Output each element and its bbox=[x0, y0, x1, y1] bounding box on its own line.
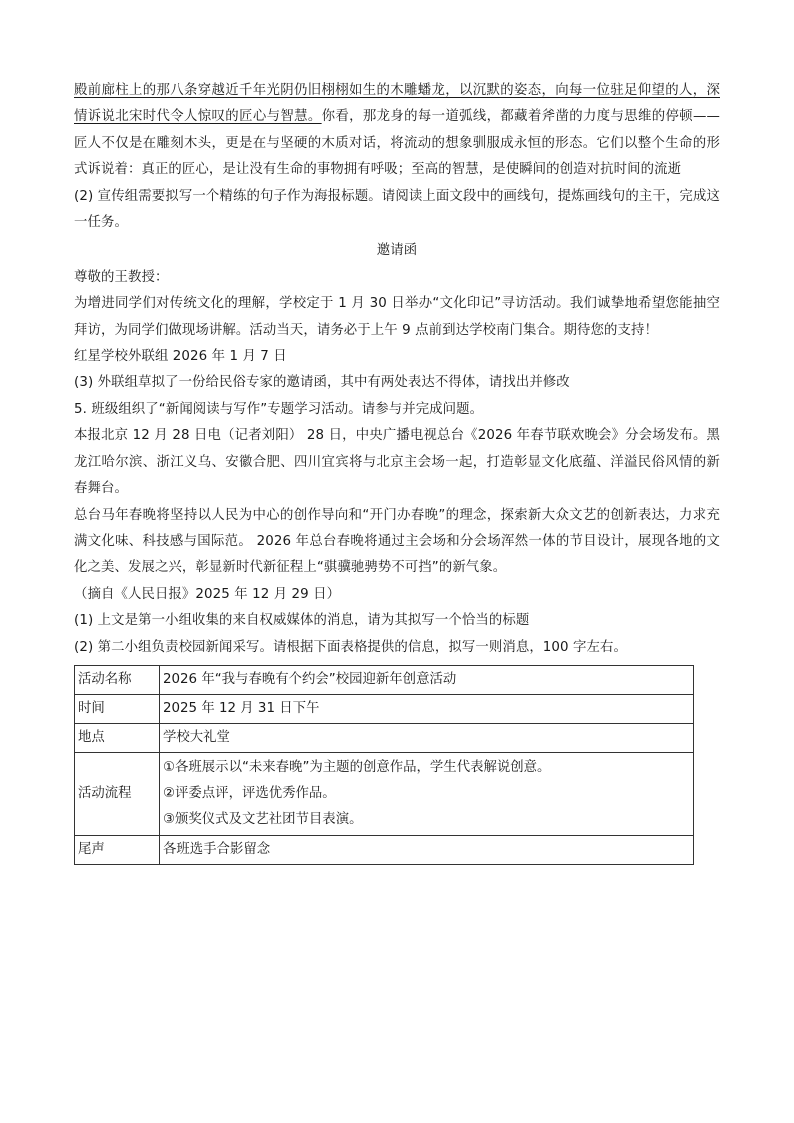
question-5-2: (2) 第二小组负责校园新闻采写。请根据下面表格提供的信息，拟写一则消息，100 字左右。 bbox=[74, 639, 627, 655]
question-5-1: (1) 上文是第一小组收集的来自权威媒体的消息，请为其拟写一个恰当的标题 bbox=[74, 613, 530, 629]
table-cell-key: 尾声 bbox=[75, 835, 160, 864]
letter-title: 邀请函 bbox=[376, 243, 418, 259]
table-cell-flow bbox=[160, 752, 694, 835]
table-cell-key: 活动名称 bbox=[75, 665, 160, 694]
question-5: 5. 班级组织了“新闻阅读与写作”专题学习活动。请参与并完成问题。 bbox=[74, 401, 484, 417]
flow-step: ①各班展示以“未来春晚”为主题的创意作品，学生代表解说创意。 bbox=[163, 759, 551, 775]
question-2: (2) 宣传组需要拟写一个精练的句子作为海报标题。请阅读上面文段中的画线句，提炼画线句的主干，完成这一任务。 bbox=[74, 188, 720, 231]
table-cell-value: 学校大礼堂 bbox=[160, 723, 694, 752]
letter-salutation: 尊敬的王教授： bbox=[74, 269, 169, 285]
table-cell-value: 各班选手合影留念 bbox=[160, 835, 694, 864]
flow-step: ②评委点评，评选优秀作品。 bbox=[163, 785, 336, 801]
table-cell-value: 2026 年“我与春晚有个约会”校园迎新年创意活动 bbox=[160, 665, 694, 694]
news-source: （摘自《人民日报》2025 年 12 月 29 日） bbox=[74, 586, 341, 602]
table-row bbox=[75, 723, 694, 752]
table-cell-value: 2025 年 12 月 31 日下午 bbox=[160, 694, 694, 723]
underlined-sentence: 殿前廊柱上的那八条穿越近千年光阴仍旧栩栩如生的木雕蟠龙，以沉默的姿态，向每一位驻足仰望的人，深情诉说北宋时代令人惊叹的匠心与智慧。 bbox=[74, 83, 720, 125]
question-3: (3) 外联组草拟了一份给民俗专家的邀请函，其中有两处表达不得体，请找出并修改 bbox=[74, 375, 570, 391]
table-row bbox=[75, 694, 694, 723]
flow-step: ③颁奖仪式及文艺社团节目表演。 bbox=[163, 811, 363, 827]
passage bbox=[74, 78, 720, 184]
passage-rest: 你看，那龙身的每一道弧线，都藏着斧凿的力度与思维的停顿——匠人不仅是在雕刻木头，更是在与坚硬的木质对话，将流动的想象驯服成永恒的形态。它们以整个生命的形式诉说着：真正的匠心，是让没有生命的事物拥有呼吸；至高的智慧，是使瞬间的创造对抗时间的流逝 bbox=[74, 109, 720, 178]
table-row bbox=[75, 665, 694, 694]
news-paragraph-1: 本报北京 12 月 28 日电（记者刘阳） 28 日，中央广播电视总台《2026 年春节联欢晚会》分会场发布。黑龙江哈尔滨、浙江义乌、安徽合肥、四川宜宾将与北京主会场一起，打造彰显文化底蕴、洋溢民俗风情的新春舞台。 bbox=[74, 428, 720, 497]
table-cell-key: 时间 bbox=[75, 694, 160, 723]
activity-table bbox=[74, 665, 694, 865]
table-row bbox=[75, 752, 694, 835]
news-paragraph-2: 总台马年春晚将坚持以人民为中心的创作导向和“开门办春晚”的理念，探索新大众文艺的创新表达，力求充满文化味、科技感与国际范。 2026 年总台春晚将通过主会场和分会场浑然一体的节目设计，展现各地的文化之美、发展之兴，彰显新时代新征程上“骐骥驰骋势不可挡”的新气象。 bbox=[74, 507, 720, 576]
letter-signature: 红星学校外联组 2026 年 1 月 7 日 bbox=[74, 349, 287, 365]
table-cell-key: 地点 bbox=[75, 723, 160, 752]
document-page bbox=[74, 78, 720, 865]
table-cell-key: 活动流程 bbox=[75, 752, 160, 835]
table-row bbox=[75, 835, 694, 864]
letter-body: 为增进同学们对传统文化的理解，学校定于 1 月 30 日举办“文化印记”寻访活动。我们诚挚地希望您能抽空拜访，为同学们做现场讲解。活动当天，请务必于上午 9 点前到达学校南门集合。期待您的支持！ bbox=[74, 296, 720, 338]
